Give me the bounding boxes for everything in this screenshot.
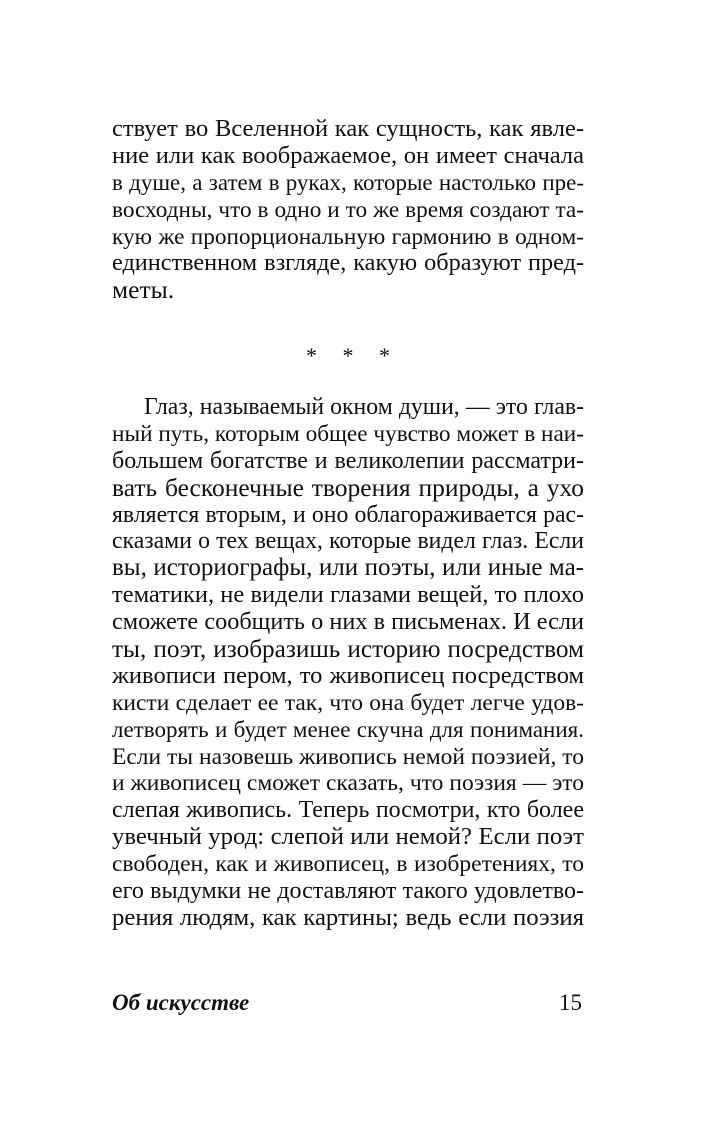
text-line: Если ты назовешь живопись немой поэзией, то [112, 743, 584, 770]
text-line: в душе, а затем в руках, которые настолько пре- [112, 169, 584, 195]
text-line: единственном взгляде, какую образуют пред- [112, 249, 584, 277]
text-line: восходны, что в одно и то же время создают та- [112, 196, 584, 223]
paragraph-continued [112, 116, 584, 304]
text-line: является вторым, и оно облагораживается рас- [112, 501, 584, 528]
text-line: сказами о тех вещах, которые видел глаз. Если [112, 528, 584, 555]
section-separator: * * * [306, 343, 400, 368]
text-line: свободен, как и живописец, в изобретениях, то [112, 851, 584, 878]
text-line: живописи пером, то живописец посредством [112, 661, 584, 689]
text-line: слепая живопись. Теперь посмотри, кто более [112, 797, 584, 824]
text-line: сможете сообщить о них в письменах. И если [112, 608, 584, 636]
text-line: летворять и будет менее скучна для понимания. [112, 716, 584, 742]
text-line: ты, поэт, изобразишь историю посредством [112, 635, 584, 664]
text-line: меты. [112, 275, 175, 305]
text-line: ный путь, которым общее чувство может в наи- [112, 420, 584, 447]
text-line: рения людям, как картины; ведь если поэзия [112, 903, 584, 931]
text-line: большем богатстве и великолепии рассматри- [112, 447, 584, 474]
text-line: вы, историографы, или поэты, или иные ма- [112, 554, 584, 582]
text-line: его выдумки не доставляют такого удовлетво- [112, 878, 584, 905]
text-line: и живописец сможет сказать, что поэзия — это [112, 770, 584, 797]
text-line: вать бесконечные творения природы, а ухо [112, 472, 584, 502]
text-line: кую же пропорциональную гармонию в одном- [112, 223, 584, 250]
text-line: тематики, не видели глазами вещей, то плохо [112, 581, 584, 609]
text-line: ствует во Вселенной как сущность, как явле- [112, 115, 584, 142]
text-line: Глаз, называемый окном души, — это глав- [144, 394, 584, 420]
text-line: кисти сделает ее так, что она будет легче удов- [112, 689, 584, 716]
page-number: 15 [559, 990, 582, 1015]
running-title: Об искусстве [112, 990, 250, 1015]
text-line: увечный урод: слепой или немой? Если поэт [112, 823, 584, 851]
paragraph-eye [112, 394, 584, 932]
text-line: ние или как воображаемое, он имеет сначала [112, 141, 584, 169]
